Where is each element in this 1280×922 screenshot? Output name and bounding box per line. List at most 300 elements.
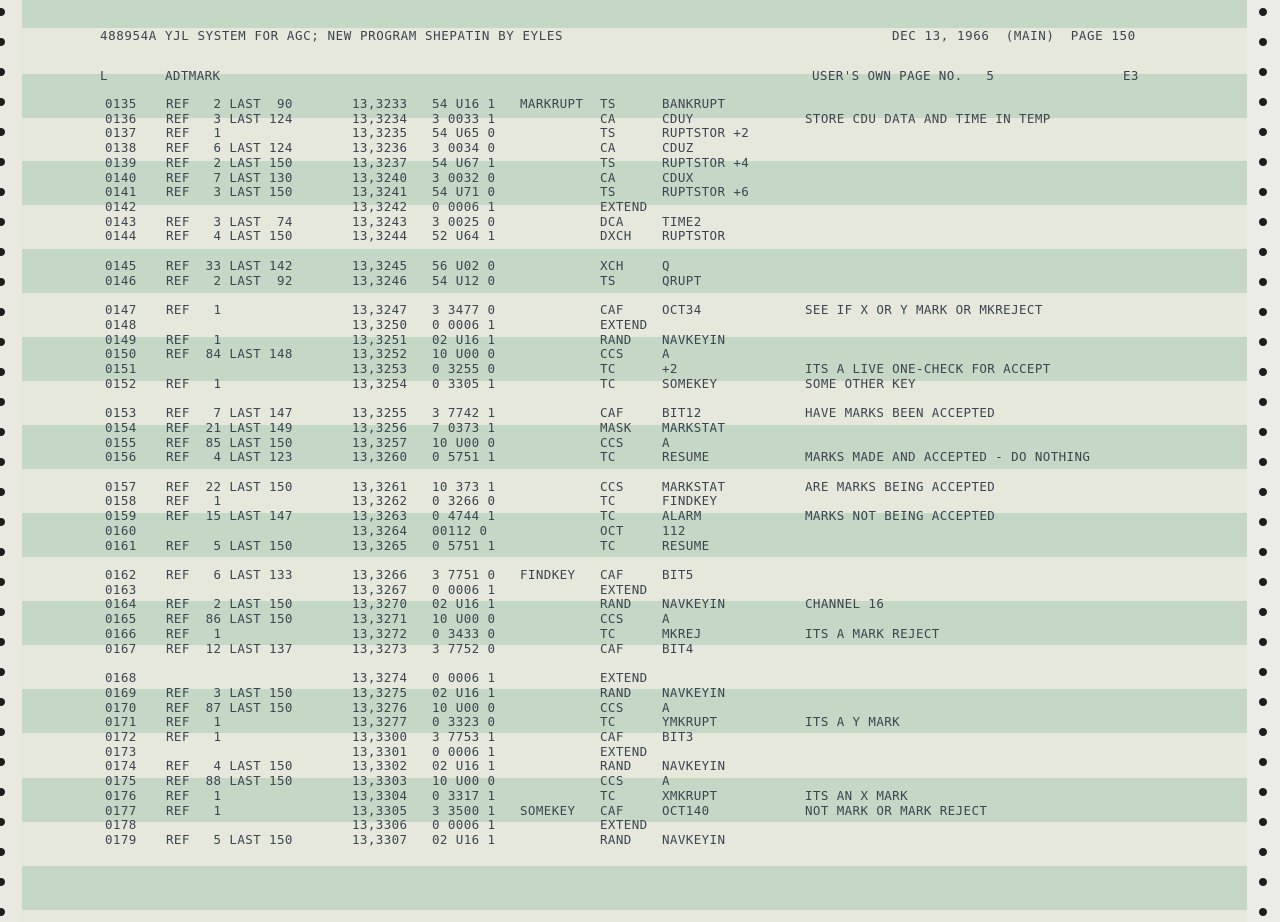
address: 13,3306 [352,817,408,833]
octal-code: 3 7742 1 [432,405,496,421]
address: 13,3235 [352,125,408,141]
address: 13,3264 [352,522,408,538]
line-number: 0149 [105,331,137,347]
line-number: 0160 [105,522,137,538]
octal-code: 0 3305 1 [432,375,496,391]
line-number: 0148 [105,316,137,332]
address: 13,3253 [352,360,408,376]
reference: REF 3 LAST 150 [166,684,293,700]
sprocket-hole [1259,518,1267,526]
sprocket-hole [1259,458,1267,466]
octal-code: 0 0006 1 [432,581,496,597]
operand: A [662,699,670,715]
operand: NAVKEYIN [662,832,726,847]
sprocket-hole [0,818,5,826]
operand: NAVKEYIN [662,758,726,774]
line-number: 0171 [105,714,137,730]
reference: REF 5 LAST 150 [166,832,293,847]
address: 13,3242 [352,199,408,215]
octal-code: 02 U16 1 [432,684,496,700]
operand: BIT5 [662,567,694,583]
line-number: 0150 [105,346,137,362]
operand: A [662,773,670,789]
opcode: XCH [600,257,624,273]
operand: YMKRUPT [662,714,718,730]
octal-code: 0 3266 0 [432,493,496,509]
sprocket-hole [1259,758,1267,766]
opcode: TC [600,625,616,641]
octal-code: 0 0006 1 [432,743,496,759]
octal-code: 3 7753 1 [432,728,496,744]
comment: NOT MARK OR MARK REJECT [805,802,988,818]
sprocket-hole [0,848,5,856]
operand: BIT3 [662,728,694,744]
octal-code: 10 U00 0 [432,773,496,789]
sprocket-hole [0,8,5,16]
opcode: CCS [600,699,624,715]
reference: REF 1 [166,125,222,141]
reference: REF 33 LAST 142 [166,257,293,273]
line-number: 0151 [105,360,137,376]
opcode: TC [600,714,616,730]
octal-code: 3 0025 0 [432,213,496,229]
octal-code: 02 U16 1 [432,331,496,347]
reference: REF 4 LAST 150 [166,758,293,774]
opcode: TS [600,154,616,170]
opcode: TC [600,508,616,524]
operand: +2 [662,360,678,376]
sprocket-hole [0,68,5,76]
reference: REF 1 [166,802,222,818]
reference: REF 4 LAST 123 [166,449,293,465]
line-number: 0138 [105,140,137,156]
operand: NAVKEYIN [662,684,726,700]
opcode: CAF [600,728,624,744]
header-title: 488954A YJL SYSTEM FOR AGC; NEW PROGRAM SHEPATIN BY EYLES [100,28,564,43]
line-number: 0165 [105,611,137,627]
octal-code: 10 U00 0 [432,611,496,627]
sprocket-hole [1259,218,1267,226]
octal-code: 0 4744 1 [432,508,496,524]
operand: Q [662,257,670,273]
address: 13,3245 [352,257,408,273]
reference: REF 2 LAST 150 [166,154,293,170]
sprocket-hole [1259,548,1267,556]
operand: MARKSTAT [662,478,726,494]
comment: ITS A Y MARK [805,714,901,730]
opcode: DCA [600,213,624,229]
sprocket-hole [0,38,5,46]
reference: REF 1 [166,331,222,347]
operand: CDUX [662,169,694,185]
reference: REF 87 LAST 150 [166,699,293,715]
octal-code: 3 7752 0 [432,640,496,656]
operand: RUPTSTOR +4 [662,154,750,170]
octal-code: 54 U12 0 [432,272,496,288]
sprocket-hole [1259,98,1267,106]
line-number: 0170 [105,699,137,715]
opcode: CCS [600,773,624,789]
sprocket-hole [0,638,5,646]
octal-code: 54 U71 0 [432,184,496,200]
line-number: 0141 [105,184,137,200]
octal-code: 0 3317 1 [432,787,496,803]
address: 13,3271 [352,611,408,627]
line-number: 0162 [105,567,137,583]
octal-code: 0 0006 1 [432,670,496,686]
opcode: TS [600,272,616,288]
line-number: 0177 [105,802,137,818]
address: 13,3262 [352,493,408,509]
address: 13,3302 [352,758,408,774]
opcode: EXTEND [600,670,648,686]
opcode: RAND [600,684,632,700]
octal-code: 54 U16 1 [432,96,496,111]
opcode: TC [600,493,616,509]
sprocket-hole [1259,578,1267,586]
operand: MKREJ [662,625,702,641]
line-number: 0137 [105,125,137,141]
octal-code: 0 5751 1 [432,449,496,465]
operand: RUPTSTOR +6 [662,184,750,200]
line-number: 0159 [105,508,137,524]
sprocket-hole [0,428,5,436]
comment: STORE CDU DATA AND TIME IN TEMP [805,110,1051,126]
operand: RUPTSTOR +2 [662,125,750,141]
sprocket-hole [0,458,5,466]
comment: ITS A LIVE ONE-CHECK FOR ACCEPT [805,360,1051,376]
reference: REF 22 LAST 150 [166,478,293,494]
line-number: 0174 [105,758,137,774]
reference: REF 12 LAST 137 [166,640,293,656]
right-tractor-edge [1247,0,1280,922]
sprocket-hole [1259,308,1267,316]
address: 13,3260 [352,449,408,465]
opcode: CCS [600,346,624,362]
opcode: RAND [600,596,632,612]
sprocket-hole [1259,488,1267,496]
sprocket-hole [1259,38,1267,46]
sprocket-hole [1259,278,1267,286]
address: 13,3304 [352,787,408,803]
address: 13,3305 [352,802,408,818]
sprocket-hole [1259,668,1267,676]
sprocket-hole [1259,728,1267,736]
octal-code: 10 U00 0 [432,434,496,450]
sprocket-hole [0,488,5,496]
address: 13,3256 [352,419,408,435]
opcode: TS [600,125,616,141]
comment: ITS A MARK REJECT [805,625,940,641]
line-number: 0168 [105,670,137,686]
line-number: 0140 [105,169,137,185]
address: 13,3237 [352,154,408,170]
user-page-number: USER'S OWN PAGE NO. 5 [812,68,995,83]
sprocket-hole [1259,338,1267,346]
comment: ITS AN X MARK [805,787,909,803]
operand: BIT4 [662,640,694,656]
opcode: TC [600,449,616,465]
reference: REF 6 LAST 124 [166,140,293,156]
sprocket-hole [1259,368,1267,376]
address: 13,3250 [352,316,408,332]
line-number: 0157 [105,478,137,494]
opcode: OCT [600,522,624,538]
operand: BANKRUPT [662,96,726,111]
sprocket-hole [1259,788,1267,796]
sprocket-hole [0,278,5,286]
line-number: 0158 [105,493,137,509]
sprocket-hole [1259,158,1267,166]
octal-code: 7 0373 1 [432,419,496,435]
opcode: CA [600,110,616,126]
opcode: EXTEND [600,817,648,833]
line-number: 0155 [105,434,137,450]
sprocket-hole [0,338,5,346]
sprocket-hole [1259,608,1267,616]
address: 13,3267 [352,581,408,597]
operand: NAVKEYIN [662,596,726,612]
address: 13,3275 [352,684,408,700]
line-number: 0144 [105,228,137,244]
address: 13,3273 [352,640,408,656]
reference: REF 1 [166,728,222,744]
octal-code: 0 0006 1 [432,199,496,215]
octal-code: 56 U02 0 [432,257,496,273]
address: 13,3254 [352,375,408,391]
operand: RESUME [662,537,710,553]
reference: REF 7 LAST 130 [166,169,293,185]
line-number: 0161 [105,537,137,553]
comment: ARE MARKS BEING ACCEPTED [805,478,996,494]
reference: REF 85 LAST 150 [166,434,293,450]
octal-code: 0 3255 0 [432,360,496,376]
opcode: MASK [600,419,632,435]
operand: FINDKEY [662,493,718,509]
address: 13,3274 [352,670,408,686]
opcode: EXTEND [600,581,648,597]
green-bar [22,866,1247,910]
opcode: CA [600,140,616,156]
address: 13,3276 [352,699,408,715]
operand: RUPTSTOR [662,228,726,244]
opcode: RAND [600,331,632,347]
operand: RESUME [662,449,710,465]
opcode: TC [600,537,616,553]
column-l-label: L [100,68,108,83]
operand: A [662,346,670,362]
sprocket-hole [0,368,5,376]
reference: REF 6 LAST 133 [166,567,293,583]
reference: REF 2 LAST 92 [166,272,293,288]
address: 13,3244 [352,228,408,244]
opcode: EXTEND [600,199,648,215]
sprocket-hole [1259,188,1267,196]
opcode: DXCH [600,228,632,244]
line-number: 0153 [105,405,137,421]
routine-title: ADTMARK [165,68,221,83]
opcode: EXTEND [600,316,648,332]
octal-code: 0 0006 1 [432,817,496,833]
sprocket-hole [1259,8,1267,16]
operand: CDUY [662,110,694,126]
line-number: 0143 [105,213,137,229]
reference: REF 7 LAST 147 [166,405,293,421]
line-number: 0172 [105,728,137,744]
reference: REF 84 LAST 148 [166,346,293,362]
address: 13,3263 [352,508,408,524]
opcode: TC [600,375,616,391]
comment: SOME OTHER KEY [805,375,916,391]
octal-code: 52 U64 1 [432,228,496,244]
sprocket-hole [0,908,5,916]
operand: BIT12 [662,405,702,421]
operand: MARKSTAT [662,419,726,435]
label: FINDKEY [520,567,576,583]
operand: TIME2 [662,213,702,229]
octal-code: 54 U67 1 [432,154,496,170]
operand: NAVKEYIN [662,331,726,347]
reference: REF 1 [166,302,222,318]
opcode: EXTEND [600,743,648,759]
octal-code: 3 0032 0 [432,169,496,185]
address: 13,3240 [352,169,408,185]
sprocket-hole [0,398,5,406]
address: 13,3261 [352,478,408,494]
reference: REF 1 [166,714,222,730]
sprocket-hole [0,158,5,166]
operand: 112 [662,522,686,538]
line-number: 0175 [105,773,137,789]
line-number: 0154 [105,419,137,435]
line-number: 0136 [105,110,137,126]
address: 13,3265 [352,537,408,553]
opcode: CAF [600,405,624,421]
address: 13,3241 [352,184,408,200]
opcode: TS [600,96,616,111]
line-number: 0147 [105,302,137,318]
line-number: 0142 [105,199,137,215]
sprocket-hole [1259,68,1267,76]
address: 13,3270 [352,596,408,612]
address: 13,3246 [352,272,408,288]
address: 13,3252 [352,346,408,362]
octal-code: 0 0006 1 [432,316,496,332]
line-number: 0164 [105,596,137,612]
opcode: CAF [600,567,624,583]
sprocket-hole [0,218,5,226]
sprocket-hole [0,878,5,886]
line-number: 0163 [105,581,137,597]
line-number: 0152 [105,375,137,391]
header-date-page: DEC 13, 1966 (MAIN) PAGE 150 [892,28,1136,43]
reference: REF 1 [166,493,222,509]
opcode: CAF [600,302,624,318]
octal-code: 3 7751 0 [432,567,496,583]
comment: SEE IF X OR Y MARK OR MKREJECT [805,302,1043,318]
operand: OCT140 [662,802,710,818]
left-tractor-edge [0,0,22,922]
octal-code: 02 U16 1 [432,758,496,774]
octal-code: 10 373 1 [432,478,496,494]
reference: REF 3 LAST 150 [166,184,293,200]
octal-code: 00112 0 [432,522,488,538]
operand: CDUZ [662,140,694,156]
sprocket-hole [1259,398,1267,406]
opcode: CCS [600,434,624,450]
octal-code: 3 0033 1 [432,110,496,126]
address: 13,3234 [352,110,408,126]
opcode: RAND [600,758,632,774]
operand: QRUPT [662,272,702,288]
opcode: CCS [600,611,624,627]
sprocket-hole [0,548,5,556]
address: 13,3300 [352,728,408,744]
opcode: TC [600,787,616,803]
operand: A [662,434,670,450]
line-number: 0179 [105,832,137,847]
sprocket-hole [1259,698,1267,706]
address: 13,3236 [352,140,408,156]
sprocket-hole [1259,908,1267,916]
green-bar [22,0,1247,28]
comment: MARKS MADE AND ACCEPTED - DO NOTHING [805,449,1091,465]
address: 13,3247 [352,302,408,318]
sprocket-hole [0,308,5,316]
opcode: CAF [600,640,624,656]
line-number: 0135 [105,96,137,111]
sprocket-hole [0,668,5,676]
address: 13,3251 [352,331,408,347]
opcode: CAF [600,802,624,818]
reference: REF 3 LAST 124 [166,110,293,126]
operand: ALARM [662,508,702,524]
sprocket-hole [1259,128,1267,136]
octal-code: 3 3500 1 [432,802,496,818]
opcode: CCS [600,478,624,494]
sprocket-hole [1259,818,1267,826]
line-number: 0166 [105,625,137,641]
octal-code: 10 U00 0 [432,699,496,715]
operand: XMKRUPT [662,787,718,803]
line-number: 0145 [105,257,137,273]
sprocket-hole [0,248,5,256]
sprocket-hole [0,98,5,106]
octal-code: 3 0034 0 [432,140,496,156]
comment: CHANNEL 16 [805,596,885,612]
sprocket-hole [1259,878,1267,886]
address: 13,3257 [352,434,408,450]
address: 13,3266 [352,567,408,583]
line-number: 0176 [105,787,137,803]
opcode: TC [600,360,616,376]
sprocket-hole [0,728,5,736]
opcode: TS [600,184,616,200]
address: 13,3243 [352,213,408,229]
sprocket-hole [0,788,5,796]
octal-code: 02 U16 1 [432,832,496,847]
operand: SOMEKEY [662,375,718,391]
line-number: 0139 [105,154,137,170]
reference: REF 1 [166,787,222,803]
sprocket-hole [1259,638,1267,646]
sprocket-hole [0,698,5,706]
sprocket-hole [1259,248,1267,256]
address: 13,3277 [352,714,408,730]
reference: REF 3 LAST 74 [166,213,293,229]
address: 13,3301 [352,743,408,759]
octal-code: 0 3323 0 [432,714,496,730]
